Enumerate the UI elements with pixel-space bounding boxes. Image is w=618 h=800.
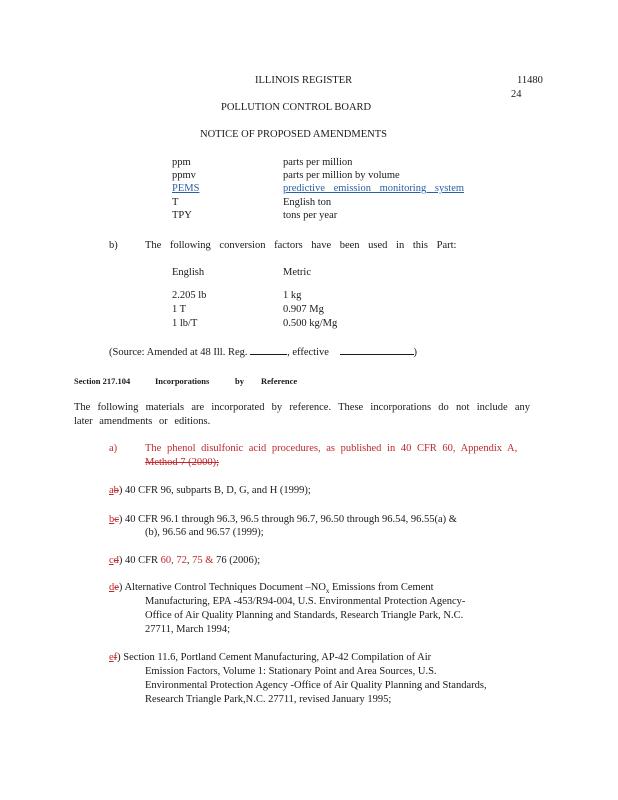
intro-paragraph: The following materials are incorporated by reference. These incorporations do not include any later amendments or editions.	[74, 402, 530, 427]
item-f-text-cont: Environmental Protection Agency -Office of Air Quality Planning and Standards,	[145, 680, 487, 691]
item-label-new: d	[109, 582, 115, 593]
item-d	[109, 554, 260, 567]
section-number: Section 217.104	[74, 376, 131, 386]
abbr-term: ppm	[172, 157, 191, 168]
item-label-old: d	[113, 555, 119, 566]
abbr-meaning-inserted: predictive emission monitoring system	[283, 183, 465, 194]
notice-title: NOTICE OF PROPOSED AMENDMENTS	[200, 129, 387, 140]
abbr-meaning: tons per year	[283, 210, 338, 221]
paragraph-label: b)	[109, 240, 118, 251]
item-label-old: f	[113, 652, 118, 663]
item-f-text-cont: Emission Factors, Volume 1: Stationary Point and Area Sources, U.S.	[145, 666, 437, 677]
item-d-inserted-2: 75 &	[192, 555, 217, 566]
table-header-english: English	[172, 267, 205, 278]
abbr-meaning: English ton	[283, 197, 332, 208]
item-label-new: b	[109, 514, 115, 525]
effective-date-blank	[340, 345, 414, 355]
page-number: 11480	[517, 75, 543, 86]
paragraph-text: The following conversion factors have been used in this Part:	[145, 240, 457, 251]
item-f-text-cont: Research Triangle Park,N.C. 27711, revised January 1995;	[145, 694, 392, 705]
table-header-metric: Metric	[283, 267, 311, 278]
table-cell: 1 T	[172, 304, 187, 315]
item-d-mid: ,	[186, 555, 193, 566]
item-label-new: c	[109, 555, 114, 566]
source-note-prefix: (Source: Amended at 48 Ill. Reg.	[109, 347, 248, 358]
item-label-old: b	[113, 485, 119, 496]
item-label-old: e	[114, 582, 119, 593]
item-e-text-cont: 27711, March 1994;	[145, 624, 231, 635]
item-label-new: a	[109, 485, 114, 496]
source-note-effective: , effective	[287, 347, 329, 358]
item-e-subscript: x	[325, 587, 330, 596]
item-label-old: c	[114, 514, 119, 525]
item-label-close: )	[117, 652, 121, 663]
item-e-text: Alternative Control Techniques Document –NO	[122, 582, 326, 593]
item-e-text-cont: Office of Air Quality Planning and Standards, Research Triangle Park, N.C.	[145, 610, 464, 621]
section-title-by: by	[235, 376, 244, 386]
item-b-text: 40 CFR 96, subparts B, D, G, and H (1999);	[122, 485, 311, 496]
item-label-close: )	[118, 555, 123, 566]
abbr-term: TPY	[172, 210, 192, 221]
item-label-close: )	[118, 514, 123, 525]
item-e-text-b: Emissions from Cement	[329, 582, 434, 593]
item-d-prefix: 40 CFR	[122, 555, 161, 566]
table-cell: 1 lb/T	[172, 318, 198, 329]
item-label-close: )	[118, 582, 123, 593]
register-title: ILLINOIS REGISTER	[255, 75, 353, 86]
item-a-label: a)	[109, 443, 118, 454]
item-f-text: Section 11.6, Portland Cement Manufacturing, AP-42 Compilation of Air	[120, 652, 432, 663]
item-label-close: )	[118, 485, 123, 496]
item-f	[109, 651, 431, 664]
table-cell: 0.500 kg/Mg	[283, 318, 338, 329]
table-cell: 0.907 Mg	[283, 304, 324, 315]
abbr-meaning: parts per million by volume	[283, 170, 400, 181]
item-a-text: The phenol disulfonic acid procedures, as published in 40 CFR 60, Appendix A,	[145, 443, 518, 454]
item-d-inserted-1: 60, 72	[160, 555, 187, 566]
table-cell: 2.205 lb	[172, 290, 207, 301]
table-cell: 1 kg	[283, 290, 302, 301]
abbr-meaning: parts per million	[283, 157, 353, 168]
item-c	[109, 513, 457, 526]
abbr-term: T	[172, 197, 179, 208]
agency-title: POLLUTION CONTROL BOARD	[221, 102, 372, 113]
item-b	[109, 484, 311, 497]
item-a-deleted-text: Method 7 (2000);	[145, 457, 220, 468]
item-c-text: 40 CFR 96.1 through 96.3, 96.5 through 96.7, 96.50 through 96.54, 96.55(a) &	[122, 514, 457, 525]
item-c-text-cont: (b), 96.56 and 96.57 (1999);	[145, 527, 264, 538]
item-e-text-cont: Manufacturing, EPA -453/R94-004, U.S. Environmental Protection Agency-	[145, 596, 466, 607]
source-note-close: )	[413, 347, 418, 358]
abbr-term-inserted: PEMS	[172, 183, 200, 194]
abbr-term: ppmv	[172, 170, 196, 181]
section-title: Incorporations	[155, 376, 210, 386]
item-label-new: e	[109, 652, 114, 663]
source-note	[109, 345, 417, 359]
issue-number: 24	[511, 89, 522, 100]
section-title-reference: Reference	[261, 376, 298, 386]
item-d-suffix: 76 (2006);	[216, 555, 261, 566]
register-page-blank	[250, 345, 287, 355]
